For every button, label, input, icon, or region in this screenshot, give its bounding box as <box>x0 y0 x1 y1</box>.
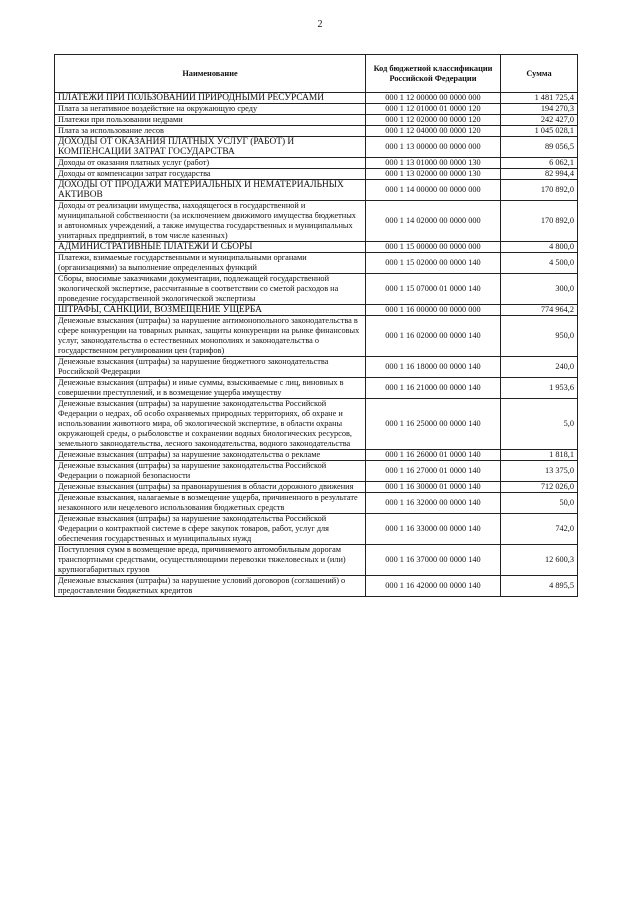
row-sum: 4 895,5 <box>501 576 578 597</box>
row-code: 000 1 16 32000 00 0000 140 <box>366 493 501 514</box>
table-row <box>55 180 578 201</box>
row-name: Плата за негативное воздействие на окружающую среду <box>55 104 366 115</box>
row-name: Денежные взыскания (штрафы) за правонарушения в области дорожного движения <box>55 482 366 493</box>
row-sum: 242 427,0 <box>501 115 578 126</box>
row-name: ШТРАФЫ, САНКЦИИ, ВОЗМЕЩЕНИЕ УЩЕРБА <box>55 305 366 316</box>
row-code: 000 1 16 27000 01 0000 140 <box>366 461 501 482</box>
row-name: Денежные взыскания (штрафы) за нарушение бюджетного законодательства Российской Федерации <box>55 357 366 378</box>
row-sum: 950,0 <box>501 316 578 357</box>
row-sum: 12 600,3 <box>501 545 578 576</box>
table-row <box>55 378 578 399</box>
table-header-row <box>55 55 578 93</box>
table-row <box>55 450 578 461</box>
row-name: Платежи, взимаемые государственными и муниципальными органами (организациями) за выполнение определенных функций <box>55 253 366 274</box>
row-sum: 13 375,0 <box>501 461 578 482</box>
row-sum: 170 892,0 <box>501 180 578 201</box>
row-name: Денежные взыскания (штрафы) за нарушение законодательства Российской Федерации о пожарной безопасности <box>55 461 366 482</box>
row-code: 000 1 16 37000 00 0000 140 <box>366 545 501 576</box>
row-code: 000 1 16 02000 00 0000 140 <box>366 316 501 357</box>
row-code: 000 1 16 18000 00 0000 140 <box>366 357 501 378</box>
table-row <box>55 576 578 597</box>
row-name: Плата за использование лесов <box>55 126 366 137</box>
row-name: Платежи при пользовании недрами <box>55 115 366 126</box>
row-sum: 300,0 <box>501 274 578 305</box>
header-sum: Сумма <box>501 55 578 93</box>
row-sum: 1 953,6 <box>501 378 578 399</box>
row-sum: 82 994,4 <box>501 169 578 180</box>
row-sum: 4 500,0 <box>501 253 578 274</box>
table-row <box>55 399 578 450</box>
row-sum: 1 481 725,4 <box>501 93 578 104</box>
row-code: 000 1 12 02000 00 0000 120 <box>366 115 501 126</box>
row-sum: 5,0 <box>501 399 578 450</box>
row-sum: 742,0 <box>501 514 578 545</box>
row-name: Денежные взыскания (штрафы) за нарушение законодательства Российской Федерации о контрактной системе в сфере закупок товаров, работ, услуг для обеспечения государственных и муниципальных нужд <box>55 514 366 545</box>
row-sum: 89 056,5 <box>501 137 578 158</box>
row-name: Денежные взыскания (штрафы) за нарушение условий договоров (соглашений) о предоставлении бюджетных кредитов <box>55 576 366 597</box>
row-name: Поступления сумм в возмещение вреда, причиняемого автомобильным дорогам транспортными средствами, осуществляющими перевозки тяжеловесных и (или) крупногабаритных грузов <box>55 545 366 576</box>
header-code: Код бюджетной классификации Российской Федерации <box>366 55 501 93</box>
table-row <box>55 115 578 126</box>
row-code: 000 1 15 02000 00 0000 140 <box>366 253 501 274</box>
row-sum: 712 026,0 <box>501 482 578 493</box>
row-name: ДОХОДЫ ОТ ПРОДАЖИ МАТЕРИАЛЬНЫХ И НЕМАТЕРИАЛЬНЫХ АКТИВОВ <box>55 180 366 201</box>
row-code: 000 1 13 02000 00 0000 130 <box>366 169 501 180</box>
table-row <box>55 104 578 115</box>
row-name: Денежные взыскания, налагаемые в возмещение ущерба, причиненного в результате незаконного или нецелевого использования бюджетных средств <box>55 493 366 514</box>
row-code: 000 1 16 00000 00 0000 000 <box>366 305 501 316</box>
row-name: Доходы от компенсации затрат государства <box>55 169 366 180</box>
row-sum: 50,0 <box>501 493 578 514</box>
row-name: Денежные взыскания (штрафы) и иные суммы, взыскиваемые с лиц, виновных в совершении преступлений, и в возмещение ущерба имуществу <box>55 378 366 399</box>
row-code: 000 1 14 02000 00 0000 000 <box>366 201 501 242</box>
table-row <box>55 242 578 253</box>
table-row <box>55 93 578 104</box>
row-sum: 1 818,1 <box>501 450 578 461</box>
row-code: 000 1 15 00000 00 0000 000 <box>366 242 501 253</box>
row-sum: 6 062,1 <box>501 158 578 169</box>
table-row <box>55 253 578 274</box>
row-name: Денежные взыскания (штрафы) за нарушение законодательства Российской Федерации о недрах, об особо охраняемых природных территориях, об охране и использовании животного мира, об экологической экспертизе, в области охраны окружающей среды, о рыболовстве и сохранении водных биологических ресурсов, земельного законодательства, лесного законодательства, водного законодательства <box>55 399 366 450</box>
row-code: 000 1 14 00000 00 0000 000 <box>366 180 501 201</box>
table-row <box>55 461 578 482</box>
row-sum: 1 045 028,1 <box>501 126 578 137</box>
row-name: Денежные взыскания (штрафы) за нарушение законодательства о рекламе <box>55 450 366 461</box>
row-name: АДМИНИСТРАТИВНЫЕ ПЛАТЕЖИ И СБОРЫ <box>55 242 366 253</box>
table-row <box>55 137 578 158</box>
page-number: 2 <box>317 19 323 30</box>
row-sum: 194 270,3 <box>501 104 578 115</box>
header-name: Наименование <box>55 55 366 93</box>
row-name: Сборы, вносимые заказчиками документации, подлежащей государственной экологической экспертизе, рассчитанные в соответствии со сметой расходов на проведение государственной экологической экспертизы <box>55 274 366 305</box>
row-sum: 4 800,0 <box>501 242 578 253</box>
table-row <box>55 158 578 169</box>
row-name: Доходы от реализации имущества, находящегося в государственной и муниципальной собственности (за исключением движимого имущества бюджетных и автономных учреждений, а также имущества государственных и муниципальных унитарных предприятий, в том числе казенных) <box>55 201 366 242</box>
table-row <box>55 493 578 514</box>
table-row <box>55 316 578 357</box>
row-code: 000 1 13 00000 00 0000 000 <box>366 137 501 158</box>
row-code: 000 1 16 30000 01 0000 140 <box>366 482 501 493</box>
table-row <box>55 305 578 316</box>
row-name: Доходы от оказания платных услуг (работ) <box>55 158 366 169</box>
row-name: Денежные взыскания (штрафы) за нарушение антимонопольного законодательства в сфере конкуренции на товарных рынках, защиты конкуренции на рынке финансовых услуг, законодательства о естественных монополиях и законодательства о государственном регулировании цен (тарифов) <box>55 316 366 357</box>
row-code: 000 1 12 04000 00 0000 120 <box>366 126 501 137</box>
row-code: 000 1 12 00000 00 0000 000 <box>366 93 501 104</box>
table-row <box>55 274 578 305</box>
row-code: 000 1 16 33000 00 0000 140 <box>366 514 501 545</box>
row-code: 000 1 15 07000 01 0000 140 <box>366 274 501 305</box>
row-sum: 774 964,2 <box>501 305 578 316</box>
row-code: 000 1 16 42000 00 0000 140 <box>366 576 501 597</box>
row-code: 000 1 16 21000 00 0000 140 <box>366 378 501 399</box>
table-row <box>55 545 578 576</box>
table-row <box>55 514 578 545</box>
row-name: ДОХОДЫ ОТ ОКАЗАНИЯ ПЛАТНЫХ УСЛУГ (РАБОТ) И КОМПЕНСАЦИИ ЗАТРАТ ГОСУДАРСТВА <box>55 137 366 158</box>
row-code: 000 1 16 25000 00 0000 140 <box>366 399 501 450</box>
row-code: 000 1 12 01000 01 0000 120 <box>366 104 501 115</box>
table-row <box>55 126 578 137</box>
table-row <box>55 201 578 242</box>
row-sum: 240,0 <box>501 357 578 378</box>
row-sum: 170 892,0 <box>501 201 578 242</box>
table-row <box>55 357 578 378</box>
budget-revenue-table <box>54 54 578 597</box>
row-code: 000 1 13 01000 00 0000 130 <box>366 158 501 169</box>
row-code: 000 1 16 26000 01 0000 140 <box>366 450 501 461</box>
table-row <box>55 482 578 493</box>
table-body <box>55 93 578 597</box>
row-name: ПЛАТЕЖИ ПРИ ПОЛЬЗОВАНИИ ПРИРОДНЫМИ РЕСУРСАМИ <box>55 93 366 104</box>
table-row <box>55 169 578 180</box>
